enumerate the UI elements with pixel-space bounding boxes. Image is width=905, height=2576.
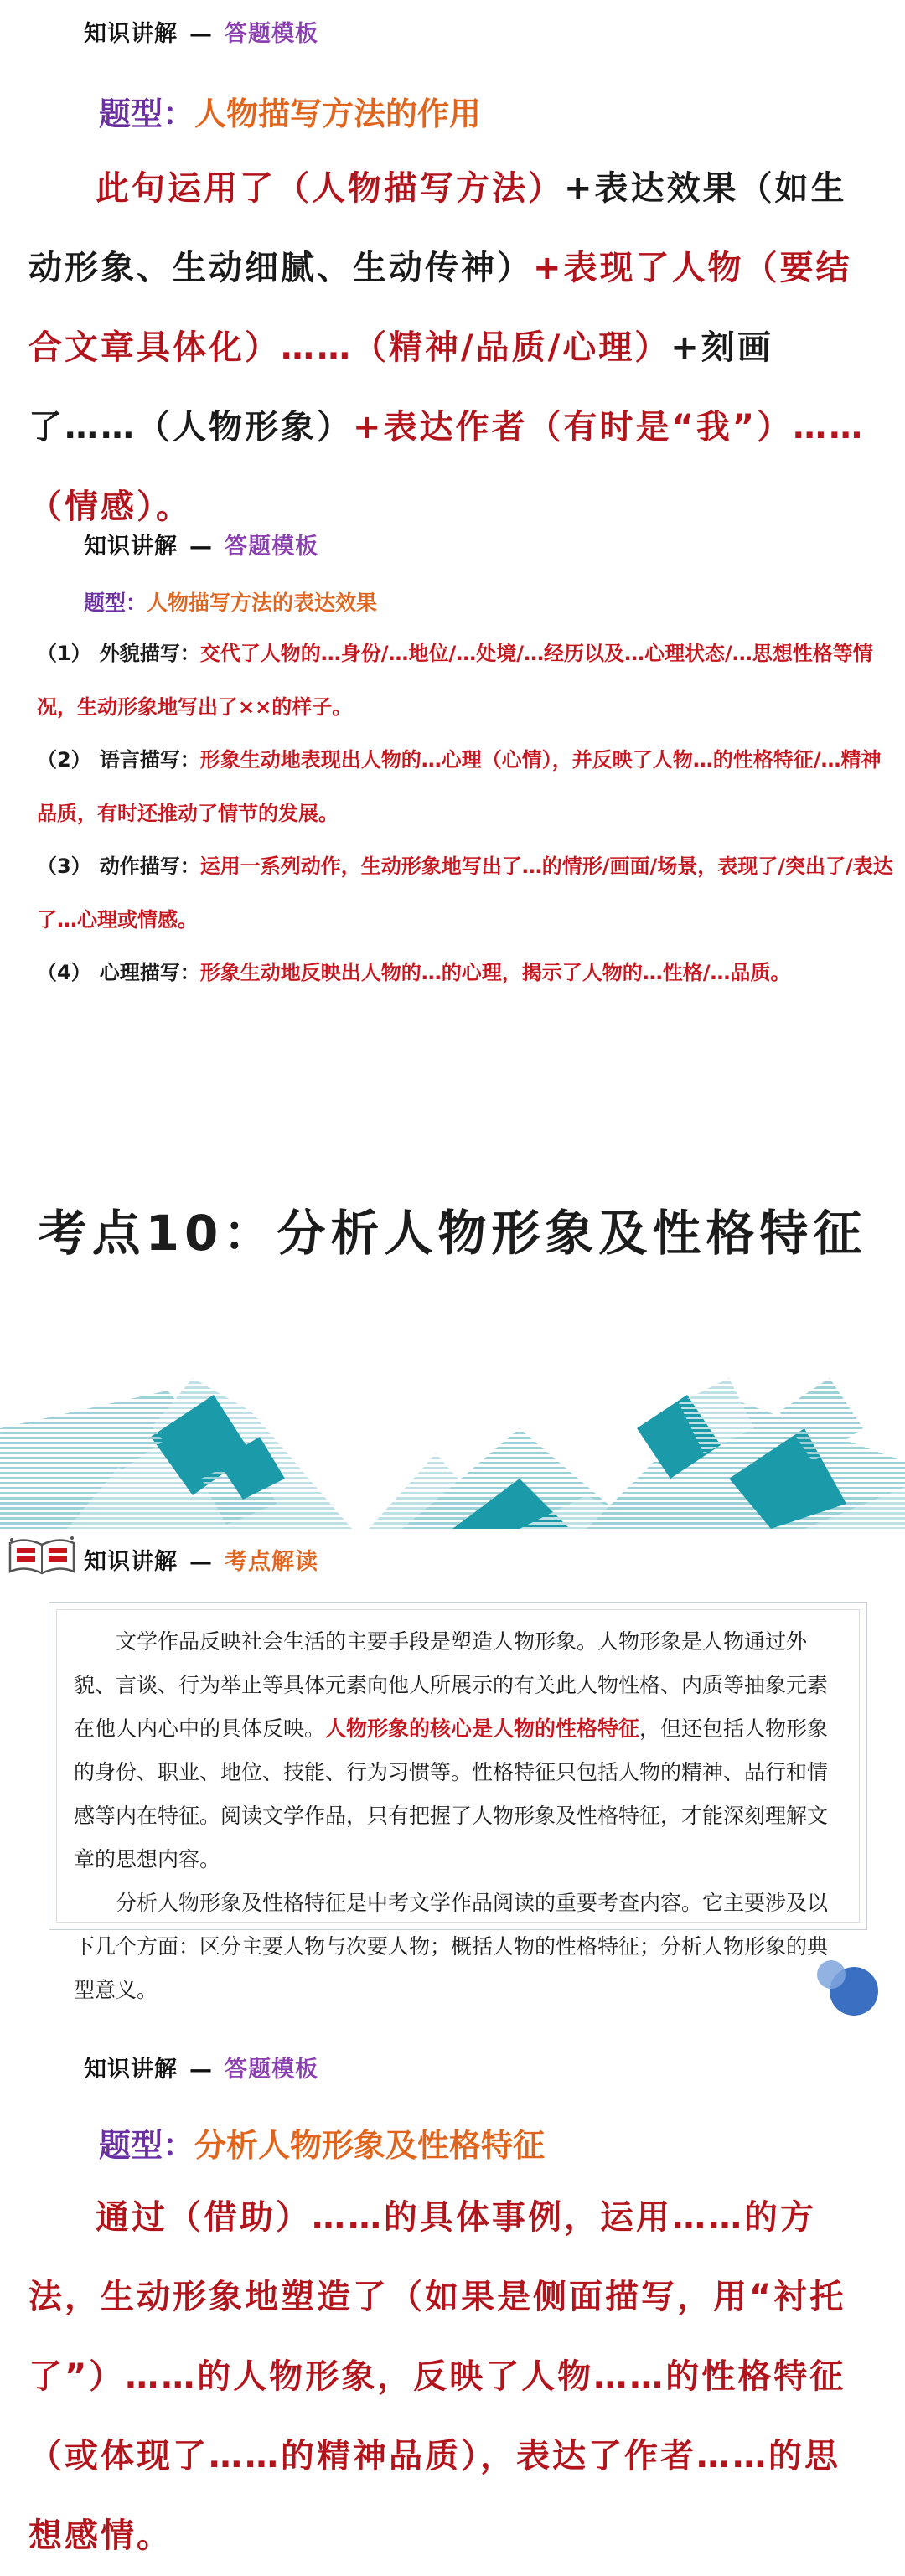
decorative-circle-small <box>817 1960 846 1989</box>
answer-template-paragraph-1: 此句运用了（人物描写方法）+表达效果（如生动形象、生动细腻、生动传神）+表现了人物（要结合文章具体化）……（精神/品质/心理）+刻画了……（人物形象）+表达作者（有时是“我”）……（情感）。 <box>28 169 866 526</box>
interpretation-box <box>49 1602 867 2002</box>
interpretation-paragraph-2: 分析人物形象及性格特征是中考文学作品阅读的重要考查内容。它主要涉及以下几个方面：区分主要人物与次要人物；概括人物的性格特征；分析人物形象的典型意义。 <box>74 1891 829 2002</box>
list-item-action: （3） 动作描写：运用一系列动作，生动形象地写出了…的情形/画面/场景，表现了/突出了/表达了…心理或情感。 <box>37 854 893 932</box>
type-heading-1: 题型：人物描写方法的作用 <box>99 96 482 132</box>
header-subtitle: 答题模板 <box>225 21 318 47</box>
list-item-speech: （2） 语言描写：形象生动地表现出人物的…心理（心情），并反映了人物…的性格特征/…精神品质，有时还推动了情节的发展。 <box>37 748 882 825</box>
list-item-psychology: （4） 心理描写：形象生动地反映出人物的…的心理，揭示了人物的…性格/…品质。 <box>37 961 791 984</box>
header-dash: — <box>189 21 213 47</box>
section-header-interpretation: 知识讲解 — 考点解读 <box>84 1549 318 1575</box>
interpretation-box-inner <box>56 1609 860 2002</box>
type-heading-2: 题型：人物描写方法的表达效果 <box>84 591 378 615</box>
interpretation-paragraph-1: 文学作品反映社会生活的主要手段是塑造人物形象。人物形象是人物通过外貌、言谈、行为举止等具体元素向他人所展示的有关此人物性格、内质等抽象元素在他人内心中的具体反映。人物形象的核心是人物的性格特征，但还包括人物形象的身份、职业、地位、技能、行为习惯等。性格特征只包括人物的精神、品行和情感等内在特征。阅读文学作品，只有把握了人物形象及性格特征，才能深刻理解文章的思想内容。 <box>74 1629 829 1871</box>
section-header-template-1 <box>84 15 318 48</box>
list-item-appearance: （1） 外貌描写：交代了人物的…身份/…地位/…处境/…经历以及…心理状态/…思想性格等情况，生动形象地写出了××的样子。 <box>37 642 873 719</box>
page-title: 考点10：分析人物形象及性格特征 <box>38 1205 867 1262</box>
answer-template-paragraph-3: 通过（借助）……的具体事例，运用……的方法，生动形象地塑造了（如果是侧面描写，用“衬托了”）……的人物形象，反映了人物……的性格特征（或体现了……的精神品质），表达了作者……的思想感情。 <box>28 2198 846 2555</box>
book-icon <box>7 1533 77 1578</box>
section-header-template-2: 知识讲解 — 答题模板 <box>84 534 318 560</box>
section-header-template-3: 知识讲解 — 答题模板 <box>84 2057 318 2083</box>
header-prefix: 知识讲解 <box>84 21 178 47</box>
type-heading-3: 题型：分析人物形象及性格特征 <box>99 2127 546 2164</box>
decorative-banner <box>0 1361 905 1529</box>
